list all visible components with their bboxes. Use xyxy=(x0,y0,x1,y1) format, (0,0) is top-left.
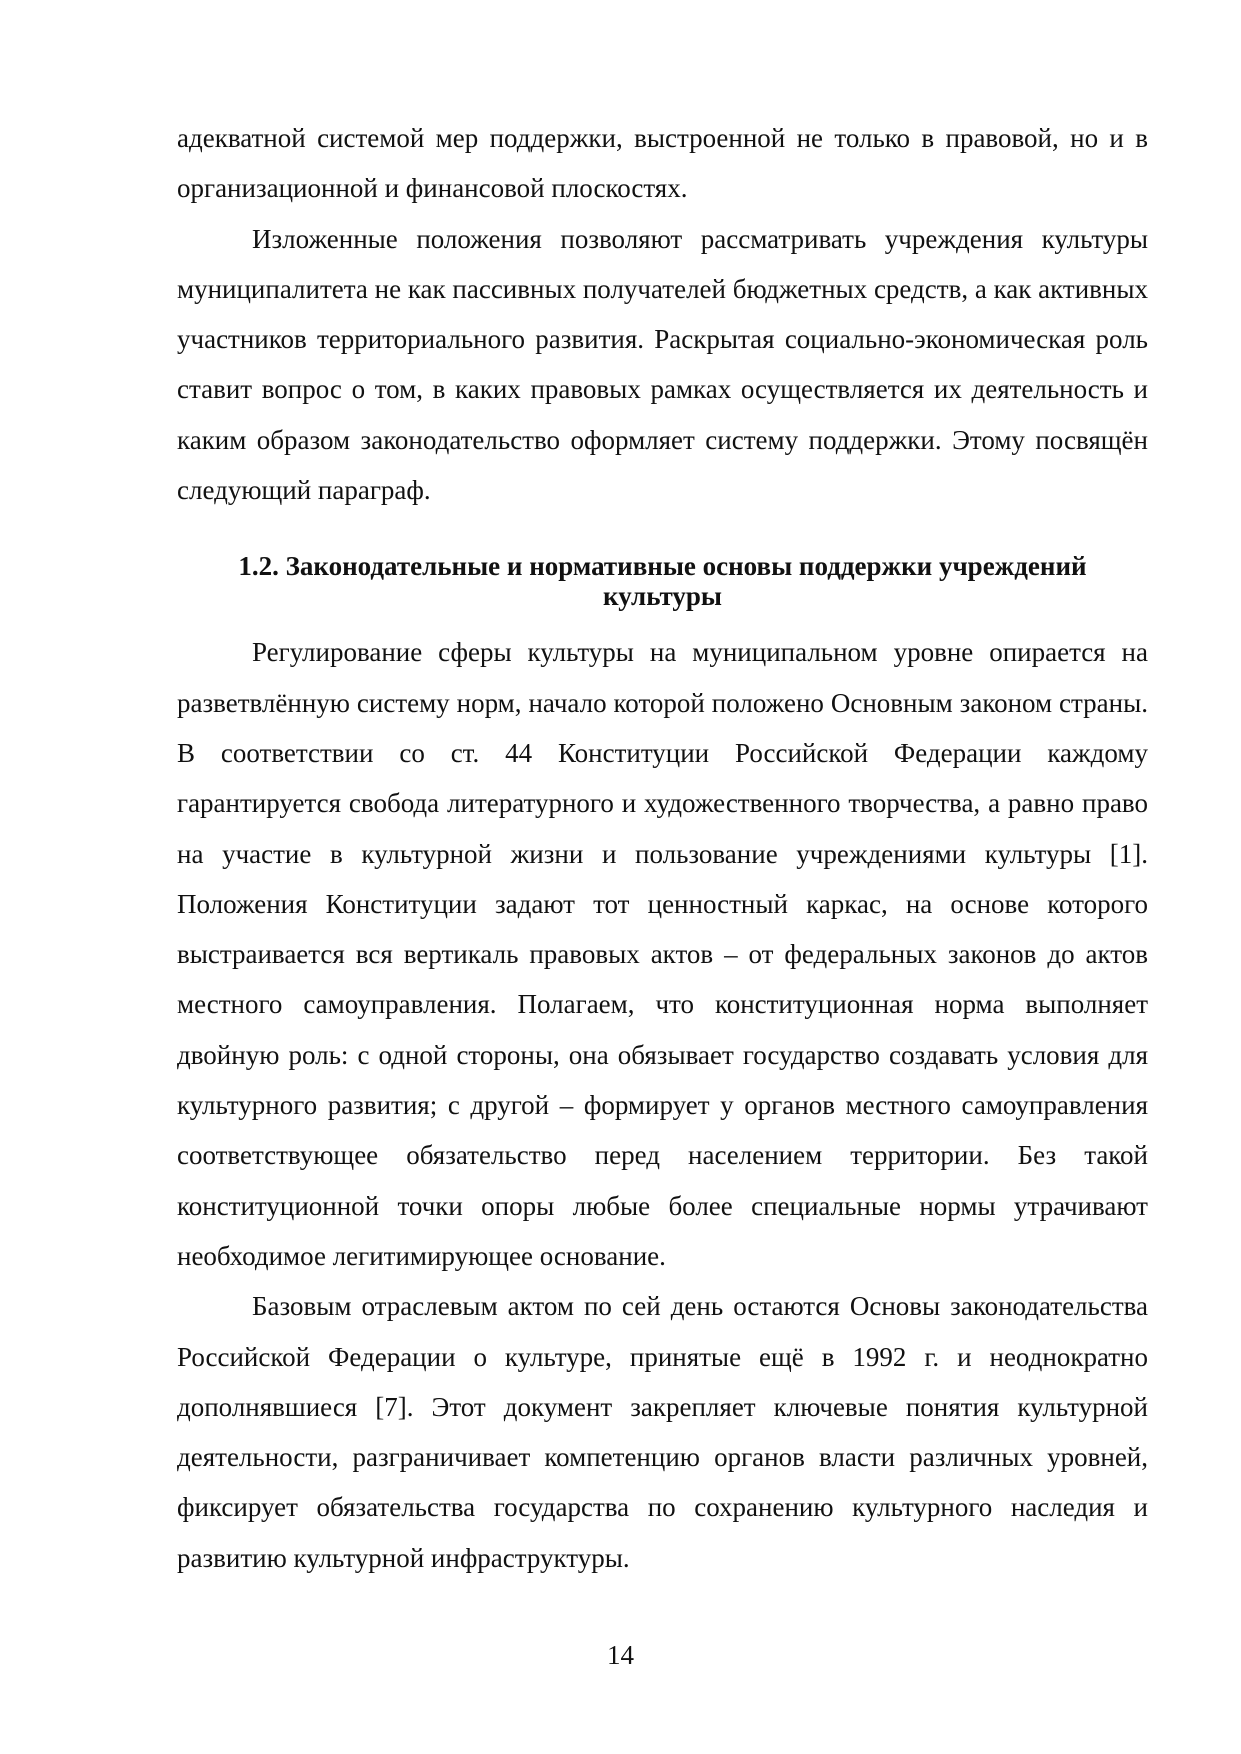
paragraph-basic-law: Базовым отраслевым актом по сей день остаются Основы законодательства Российской Федерации о культуре, принятые ещё в 1992 г. и неоднократно дополнявшиеся [7]. Этот документ закрепляет ключевые понятия культурной деятельности, разграничивает компетенцию органов власти различных уровней, фиксирует обязательства государства по сохранению культурного наследия и развитию культурной инфраструктуры. xyxy=(177,1291,1148,1573)
paragraph-intro-continuation: адекватной системой мер поддержки, выстроенной не только в правовой, но и в организационной и финансовой плоскостях. xyxy=(177,123,1148,204)
page-body xyxy=(177,113,1148,1583)
paragraph-constitution: Регулирование сферы культуры на муниципальном уровне опирается на разветвлённую систему норм, начало которой положено Основным законом страны. В соответствии со ст. 44 Конституции Российской Федерации каждому гарантируется свобода литературного и художественного творчества, а равно право на участие в культурной жизни и пользование учреждениями культуры [1]. Положения Конституции задают тот ценностный каркас, на основе которого выстраивается вся вертикаль правовых актов – от федеральных законов до актов местного самоуправления. Полагаем, что конституционная норма выполняет двойную роль: с одной стороны, она обязывает государство создавать условия для культурного развития; с другой – формирует у органов местного самоуправления соответствующее обязательство перед населением территории. Без такой конституционной точки опоры любые более специальные нормы утрачивают необходимое легитимирующее основание. xyxy=(177,637,1148,1271)
page-number: 14 xyxy=(607,1640,634,1670)
section-heading: 1.2. Законодательные и нормативные основы поддержки учреждений культуры xyxy=(238,551,1087,612)
paragraph-summary: Изложенные положения позволяют рассматривать учреждения культуры муниципалитета не как пассивных получателей бюджетных средств, а как активных участников территориального развития. Раскрытая социально-экономическая роль ставит вопрос о том, в каких правовых рамках осуществляется их деятельность и каким образом законодательство оформляет систему поддержки. Этому посвящён следующий параграф. xyxy=(177,223,1148,506)
